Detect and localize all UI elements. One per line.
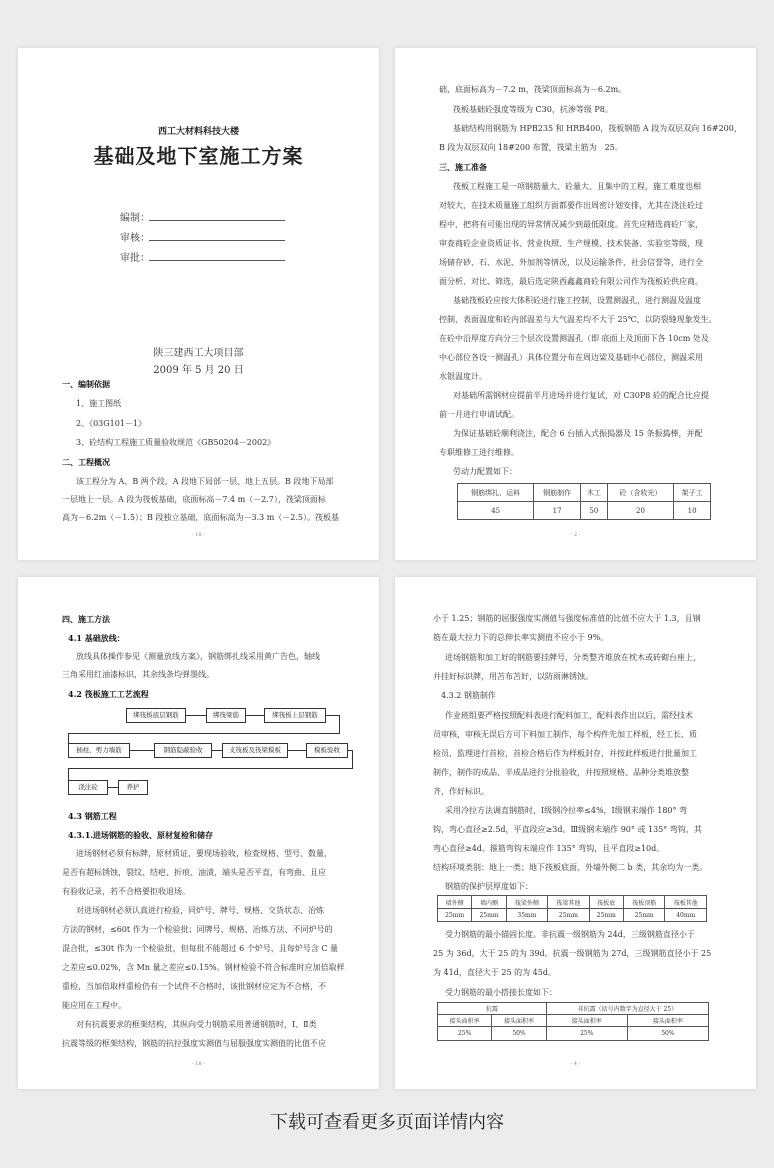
paragraph-line: 放线具体操作参见《测量放线方案》，钢筋绑扎线采用黄广告色，轴线: [76, 652, 320, 661]
paragraph-line: 审查商砼企业资质证书、营业执照、生产规模、技术装备、实验室等级，现: [439, 239, 703, 248]
document-page-3: [18, 577, 379, 1089]
reviewer-line: [149, 240, 285, 241]
paragraph-line: 钢筋的保护层厚度如下：: [445, 882, 533, 891]
paragraph-line: 重检，当加倍取样重检仍有一个试件不合格时，该批钢材应定为不合格，不: [62, 982, 326, 991]
paragraph-line: 三角采用红油漆标识，其余线条均弹墨线。: [62, 670, 214, 679]
paragraph-line: 齐，作好标识。: [433, 787, 489, 796]
paragraph-line: 控制，表面温度和砼内部温差与大气温差均不大于 25℃，以防裂缝现象发生。: [439, 315, 717, 324]
subsection-heading: 4.3.1.进场钢筋的验收、原材复检和储存: [68, 830, 214, 840]
reference-item: 2、《03G101－1》: [76, 419, 147, 428]
flow-connector: [130, 750, 154, 751]
paragraph-line: 结构环境类别：地上一类；地下筏板底面、外墙外侧二 b 类，其余均为一类。: [433, 863, 708, 872]
compiler-line: [149, 220, 285, 221]
approver-label: 审批：: [120, 253, 150, 264]
paragraph-line: 制作，制作的成品、半成品进行分批验收，并按照规格、品种分类堆放整: [433, 768, 689, 777]
paragraph-line: 为 41d，直径大于 25 的为 45d。: [433, 968, 556, 977]
paragraph-line: 混合批，≤30t 作为一个检验批，但每批不能超过 6 个炉号，且每炉号含 C 量: [62, 944, 339, 953]
paragraph-line: 础，底面标高为－7.2 m，筏梁顶面标高为－6.2m。: [439, 85, 627, 94]
labor-header: 架子工: [674, 484, 711, 502]
lap-length-table: [437, 1002, 709, 1041]
paragraph-line: 基础筏板砼应按大体积砼进行施工控制，设置测温孔，进行测温及温度: [453, 296, 701, 305]
flow-connector: [326, 715, 340, 716]
cover-header: 筏板其他: [665, 896, 707, 909]
paragraph-line: 场储存砂、石、水泥、外加剂等情况，以及运输条件、社会信誉等，进行全: [439, 258, 703, 267]
organization: 陕三建西工大项目部: [153, 348, 244, 359]
paragraph-line: 在砼中沿厚度方向分三个层次设置测温孔（即 底面上及顶面下各 10cm 处及: [439, 334, 709, 343]
section-heading: 一、编制依据: [62, 379, 110, 389]
paragraph-line: 25 为 36d，大于 25 的为 39d。抗震一级钢筋为 27d，三级钢筋直径小于 25: [433, 949, 712, 958]
subsection-heading: 4.3.2 钢筋制作: [441, 691, 496, 700]
paragraph-line: 基础结构用钢筋为 HPB235 和 HRB400，筏板钢筋 A 段为双层双向 16#200，: [453, 124, 742, 133]
flow-connector: [68, 733, 340, 734]
paragraph-line: 钩，弯心直径≥2.5d，平直段应≥3d。Ⅲ级钢末端作 90° 或 135° 弯钩，其: [433, 825, 702, 834]
paragraph-line: 前一月进行申请试配。: [439, 410, 519, 419]
labor-header: 木工: [580, 484, 607, 502]
paragraph-line: 弯心直径≥4d。箍筋弯钩末端应作 135° 弯钩，且平直段≥10d。: [433, 844, 665, 853]
flow-step-box: 绑筏板底层钢筋: [126, 708, 186, 723]
cover-header: 墙内侧: [472, 896, 506, 909]
paragraph-line: 专职维修工进行维修。: [439, 448, 519, 457]
labor-table: [457, 483, 711, 520]
flow-step-box: 钢筋隐蔽验收: [154, 743, 212, 758]
flow-connector: [212, 750, 222, 751]
paragraph-line: 受力钢筋的最小锚固长度。非抗震一级钢筋为 24d，三级钢筋直径小于: [445, 930, 695, 939]
lap-header: 非抗震（括号内数字为直径大于 25）: [546, 1003, 708, 1015]
cover-value: 25mm: [623, 909, 664, 922]
paragraph-line: 之差应≤0.02%，含 Mn 量之差应≤0.15%。钢材检验不符合标准时应加倍取样: [62, 963, 345, 972]
subsection-heading: 4.3 钢筋工程: [68, 811, 117, 821]
paragraph-line: 对进场钢材必须认真进行检验，同炉号、牌号、规格、交货状态、冶炼: [76, 906, 324, 915]
paragraph-line: 抗震等级的框架结构，钢筋的抗拉强度实测值与屈服强度实测值的比值不应: [62, 1039, 326, 1048]
paragraph-line: 检员、监理进行首检，首检合格后作为样板封存，并按此样板进行批量加工: [433, 749, 697, 758]
cover-value: 25mm: [472, 909, 506, 922]
labor-value: 20: [607, 502, 673, 520]
lap-value: 25%: [546, 1027, 627, 1041]
document-page-2: [395, 48, 756, 560]
paragraph-line: 对有抗震要求的框架结构，其纵向受力钢筋采用普通钢筋时，Ⅰ、Ⅱ类: [76, 1020, 317, 1029]
compiler-label: 编制：: [120, 213, 150, 224]
cover-value: 35mm: [506, 909, 547, 922]
paragraph-line: 筏板工程施工是一项钢筋量大、砼量大、且集中的工程，施工难度也相: [453, 182, 701, 191]
paragraph-line: 该工程分为 A、B 两个段，A 段地下局部一层、地上五层。B 段地下局部: [76, 477, 334, 486]
paragraph-line: 程中，把将有可能出现的异常情况减少到最低限度。首先应精选商砼厂家，: [439, 220, 703, 229]
flow-step-box: 插柱、剪力墙筋: [68, 743, 130, 758]
flow-connector: [352, 750, 353, 768]
document-date: 2009 年 5 月 20 日: [153, 365, 244, 376]
cover-thickness-table: [437, 895, 707, 922]
paragraph-line: B 段为双层双向 18#200 布置，筏梁主筋为 25。: [439, 143, 623, 152]
paragraph-line: 水银温度计。: [439, 372, 487, 381]
paragraph-line: 为保证基础砼顺利浇注，配合 6 台插入式振捣器及 15 条振捣棒，并配: [453, 429, 703, 438]
lap-value: 25%: [438, 1027, 492, 1041]
cover-value: 40mm: [665, 909, 707, 922]
lap-value: 50%: [492, 1027, 546, 1041]
labor-value: 10: [674, 502, 711, 520]
cover-value: 25mm: [548, 909, 589, 922]
paragraph-line: 进场钢材必须有标牌，原材质证，要现场验收，检查规格、型号、数量，: [76, 849, 332, 858]
cover-header: 筏梁其他: [548, 896, 589, 909]
cover-header: 筏板底: [589, 896, 623, 909]
page-number: - 18 -: [192, 532, 205, 538]
paragraph-line: 并挂好标识牌，用苫布苫好，以防雨淋锈蚀。: [433, 672, 593, 681]
paragraph-line: 面分析、对比、筛选，最后选定陕西鑫鑫商砼有限公司作为筏板砼供应商。: [439, 277, 703, 286]
subsection-heading: 4.1 基础放线：: [68, 633, 125, 643]
paragraph-line: 一层地上一层。A 段为筏板基础，底面标高－7.4 m（－2.7），筏梁顶面标: [62, 495, 326, 504]
paragraph-line: 有验收记录，若不合格要拒收退场。: [62, 887, 190, 896]
cover-header: 筏梁外侧: [506, 896, 547, 909]
flow-connector: [339, 715, 340, 733]
paragraph-line: 筏板基础砼强度等级为 C30，抗渗等级 P8。: [453, 105, 613, 114]
reference-item: 3、砼结构工程施工质量验收规范《GB50204－2002》: [76, 438, 276, 447]
paragraph-line: 高为－6.2m（－1.5）；B 段独立基础，底面标高为－3.3 m（－2.5）。筏板基: [62, 513, 340, 522]
paragraph-line: 筋在最大拉力下的总伸长率实测值不应小于 9%。: [433, 633, 609, 642]
flow-connector: [68, 768, 353, 769]
cover-header: 墙外侧: [438, 896, 472, 909]
paragraph-line: 对较大，在技术质量施工组织方面都要作出周密计划安排，尤其在浇注砼过: [439, 201, 703, 210]
page-number: - 18 -: [192, 1061, 205, 1067]
flow-step-box: 绑筏板上层钢筋: [264, 708, 326, 723]
flow-step-box: 绑筏梁筋: [206, 708, 246, 723]
flow-connector: [108, 787, 118, 788]
subsection-heading: 4.2 筏板施工工艺流程: [68, 689, 149, 699]
paragraph-line: 进场钢筋和加工好的钢筋要挂牌号，分类整齐堆放在枕木或砖砌台座上，: [445, 653, 701, 662]
approver-line: [149, 260, 285, 261]
project-subtitle: 西工大材料科技大楼: [157, 127, 239, 137]
section-heading: 四、施工方法: [62, 614, 110, 624]
section-heading: 三、施工准备: [439, 162, 487, 172]
flow-connector: [68, 733, 69, 743]
flow-connector: [186, 715, 206, 716]
lap-subheader: 接头面积率: [438, 1015, 492, 1027]
flow-step-box: 模板验收: [306, 743, 348, 758]
download-more-banner[interactable]: 下载可查看更多页面详情内容: [270, 1112, 504, 1133]
labor-header: 砼（含收光）: [607, 484, 673, 502]
paragraph-line: 中心部位各设一测温孔）具体位置分布在周边梁及基础中心部位，测温采用: [439, 353, 703, 362]
paragraph-line: 受力钢筋的最小搭接长度如下：: [445, 988, 557, 997]
lap-subheader: 接头面积率: [546, 1015, 627, 1027]
flow-connector: [68, 768, 69, 780]
flow-step-box: 养护: [118, 780, 148, 795]
page-number: - 4 -: [570, 1061, 581, 1067]
lap-header: 抗震: [438, 1003, 547, 1015]
paragraph-line: 方法的钢材，≤60t 作为一个检验批；同牌号、规格、冶炼方法、不同炉号的: [62, 925, 333, 934]
document-page-4: [395, 577, 756, 1089]
labor-value: 17: [534, 502, 581, 520]
paragraph-line: 对基础所需钢材应提前半月进场并进行复试，对 C30P8 砼的配合比应提: [453, 391, 709, 400]
flow-step-box: 支筏板及筏梁模板: [222, 743, 288, 758]
reference-item: 1、施工图纸: [76, 399, 122, 408]
labor-value: 45: [458, 502, 534, 520]
labor-header: 钢筋绑扎、运料: [458, 484, 534, 502]
page-number: - 2 -: [570, 532, 581, 538]
flow-connector: [288, 750, 306, 751]
paragraph-line: 小于 1.25；钢筋的屈服强度实测值与强度标准值的比值不应大于 1.3，且钢: [433, 614, 701, 623]
section-heading: 二、工程概况: [62, 457, 110, 467]
lap-value: 50%: [627, 1027, 708, 1041]
document-title: 基础及地下室施工方案: [93, 144, 304, 168]
paragraph-line: 员审核，审核无误后方可下料加工制作，每个构件先加工样板，经工长、质: [433, 730, 697, 739]
labor-header: 钢筋制作: [534, 484, 581, 502]
paragraph-line: 作业班组要严格按照配料表进行配料加工，配料表作出以后，需经技术: [445, 711, 693, 720]
document-page-1: [18, 48, 379, 560]
cover-value: 25mm: [438, 909, 472, 922]
cover-value: 25mm: [589, 909, 623, 922]
flow-connector: [246, 715, 264, 716]
paragraph-line: 能应用在工程中。: [62, 1001, 126, 1010]
paragraph-line: 采用冷拉方法调直钢筋时，Ⅰ级钢冷拉率≤4%，Ⅰ级钢末端作 180° 弯: [445, 806, 688, 815]
lap-subheader: 接头面积率: [627, 1015, 708, 1027]
cover-header: 筏板顶筋: [623, 896, 664, 909]
paragraph-line: 劳动力配置如下：: [453, 467, 517, 476]
flow-step-box: 浇注砼: [68, 780, 108, 795]
paragraph-line: 是否有超标锈蚀，裂纹、结疤、折痕、油渍，端头是否平直，有弯曲、且应: [62, 868, 326, 877]
reviewer-label: 审核：: [120, 233, 150, 244]
lap-subheader: 接头面积率: [492, 1015, 546, 1027]
labor-value: 50: [580, 502, 607, 520]
